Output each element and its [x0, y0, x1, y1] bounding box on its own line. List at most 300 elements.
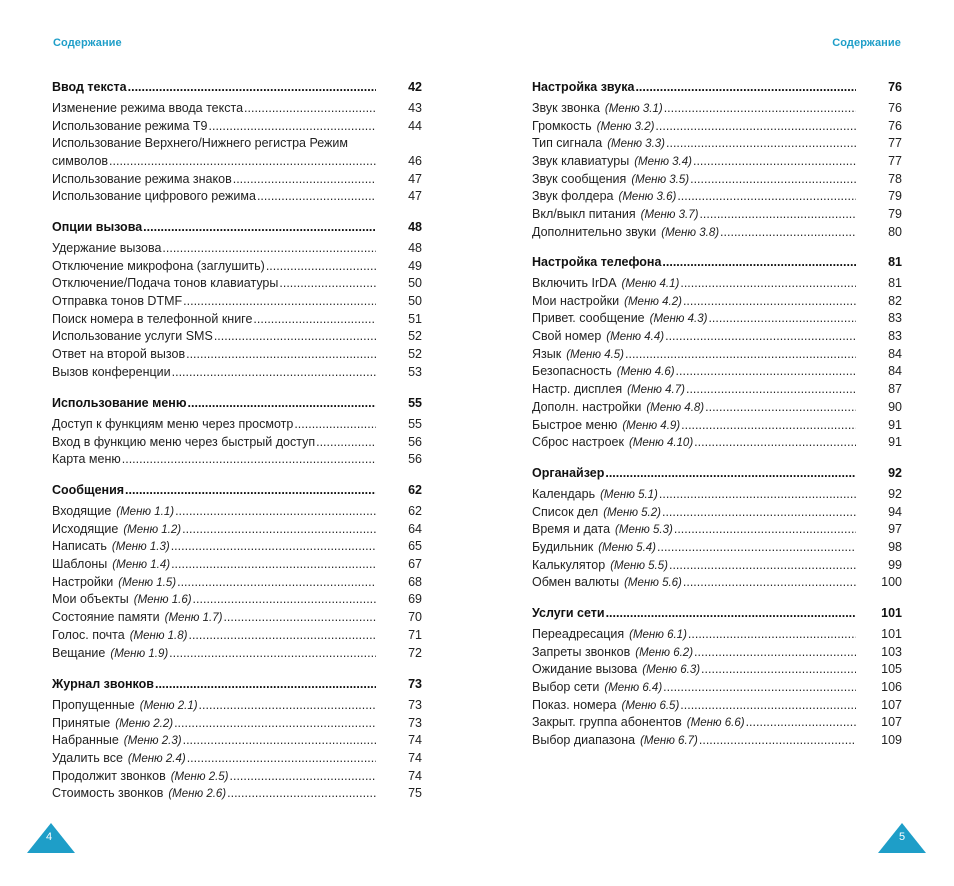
dot-leader — [694, 435, 856, 449]
entry-label: Переадресация — [532, 627, 625, 641]
dot-leader — [693, 154, 856, 168]
entry-page-number: 91 — [888, 417, 902, 432]
entry-page-number: 74 — [408, 751, 422, 766]
dot-leader — [686, 382, 856, 396]
menu-reference: (Меню 5.1) — [600, 489, 658, 501]
entry-page-number: 65 — [408, 539, 422, 554]
toc-entry[interactable] — [532, 698, 902, 716]
menu-reference: (Меню 5.3) — [615, 524, 673, 537]
menu-reference: (Меню 4.8) — [646, 401, 705, 414]
entry-page-number: 69 — [408, 592, 422, 607]
entry-label: Привет. сообщение — [532, 311, 645, 326]
dot-leader — [182, 522, 376, 536]
dot-leader — [279, 276, 376, 290]
entry-page-number: 94 — [888, 504, 902, 519]
toc-entry[interactable] — [52, 716, 422, 734]
menu-reference: (Меню 6.1) — [629, 629, 687, 641]
dot-leader — [720, 225, 856, 239]
menu-reference: (Меню 1.2) — [123, 523, 182, 536]
toc-entry[interactable] — [52, 365, 422, 383]
toc-entry-list — [52, 504, 422, 663]
toc-entry-list — [532, 627, 902, 751]
section-title: Использование меню — [52, 396, 187, 410]
toc-section-heading[interactable] — [52, 677, 422, 695]
toc-entry[interactable] — [52, 347, 422, 365]
entry-label: Календарь — [532, 487, 596, 501]
entry-label: Использование услуги SMS — [52, 329, 213, 344]
entry-page-number: 103 — [881, 644, 902, 659]
dot-leader — [193, 592, 376, 606]
entry-label: Запреты звонков — [532, 644, 631, 659]
menu-reference: (Меню 3.3) — [607, 138, 665, 151]
toc-entry[interactable] — [52, 557, 422, 575]
section-page-number: 42 — [408, 80, 422, 94]
toc-entry[interactable] — [532, 733, 902, 751]
entry-page-number: 55 — [408, 417, 422, 431]
dot-leader — [662, 255, 856, 269]
toc-entry[interactable] — [532, 505, 902, 523]
toc-entry[interactable] — [52, 751, 422, 769]
toc-entry[interactable] — [532, 522, 902, 540]
toc-entry-list — [52, 101, 422, 207]
toc-section-heading[interactable] — [532, 80, 902, 98]
menu-reference: (Меню 2.6) — [168, 788, 227, 801]
toc-entry[interactable] — [532, 487, 902, 505]
toc-entry-list — [52, 241, 422, 383]
toc-entry[interactable] — [532, 136, 902, 154]
dot-leader — [122, 452, 376, 466]
toc-entry[interactable] — [532, 645, 902, 663]
toc-entry[interactable] — [532, 276, 902, 294]
entry-label: Входящие — [52, 504, 112, 518]
menu-reference: (Меню 4.9) — [622, 419, 681, 432]
toc-section-heading[interactable] — [52, 483, 422, 501]
toc-entry[interactable] — [52, 101, 422, 119]
toc-entry[interactable] — [52, 592, 422, 610]
toc-entry[interactable] — [532, 400, 902, 418]
toc-entry[interactable] — [532, 575, 902, 593]
menu-reference: (Меню 4.4) — [606, 331, 665, 344]
entry-label: Вкл/выкл питания — [532, 207, 636, 222]
toc-entry[interactable] — [532, 154, 902, 172]
entry-label: Пропущенные — [52, 698, 135, 712]
entry-label: Звук клавиатуры — [532, 154, 630, 169]
section-title: Опции вызова — [52, 220, 143, 234]
entry-page-number: 81 — [888, 276, 902, 290]
dot-leader — [699, 733, 856, 747]
toc-section-heading[interactable] — [52, 396, 422, 414]
toc-entry[interactable] — [52, 769, 422, 787]
toc-entry[interactable] — [532, 540, 902, 558]
dot-leader — [677, 189, 856, 203]
menu-reference: (Меню 6.6) — [686, 717, 745, 730]
entry-label: Доступ к функциям меню через просмотр — [52, 417, 294, 431]
entry-page-number: 105 — [881, 662, 902, 677]
toc-entry[interactable] — [532, 294, 902, 312]
section-page-number: 62 — [408, 483, 422, 497]
toc-section-heading[interactable] — [532, 466, 902, 484]
toc-entry[interactable] — [532, 329, 902, 347]
dot-leader — [171, 557, 376, 571]
entry-label: Показ. номера — [532, 697, 617, 712]
entry-label: Поиск номера в телефонной книге — [52, 311, 253, 326]
menu-reference: (Меню 5.6) — [624, 577, 682, 590]
dot-leader — [662, 505, 856, 519]
dot-leader — [690, 172, 856, 186]
section-title: Сообщения — [52, 483, 125, 497]
toc-section — [52, 220, 422, 383]
dot-leader — [655, 119, 856, 133]
toc-entry[interactable] — [52, 312, 422, 330]
entry-page-number: 84 — [888, 346, 902, 361]
entry-page-number: 83 — [888, 329, 902, 344]
toc-entry[interactable] — [532, 225, 902, 243]
entry-label: Список дел — [532, 504, 599, 519]
section-title: Органайзер — [532, 466, 605, 480]
entry-page-number: 107 — [881, 697, 902, 712]
entry-page-number: 52 — [408, 329, 422, 344]
toc-entry[interactable] — [532, 382, 902, 400]
entry-label: Вещание — [52, 645, 106, 660]
entry-page-number: 68 — [408, 574, 422, 589]
toc-section-heading[interactable] — [52, 80, 422, 98]
entry-label: Продолжит звонков — [52, 768, 166, 783]
entry-label: Написать — [52, 539, 107, 554]
toc-section — [52, 483, 422, 663]
entry-page-number: 76 — [888, 118, 902, 133]
toc-entry[interactable] — [52, 733, 422, 751]
entry-label: Калькулятор — [532, 557, 606, 572]
menu-reference: (Меню 1.1) — [116, 506, 175, 518]
menu-reference: (Меню 6.5) — [621, 699, 680, 712]
entry-label: Мои настройки — [532, 293, 620, 308]
entry-page-number: 79 — [888, 189, 902, 204]
entry-page-number: 84 — [888, 364, 902, 379]
toc-entry[interactable] — [52, 329, 422, 347]
toc-section — [52, 80, 422, 207]
toc-entry-list — [532, 276, 902, 453]
entry-label: Использование Верхнего/Нижнего регистра Режим — [52, 136, 348, 151]
entry-label: Звук звонка — [532, 101, 600, 115]
entry-label: Шаблоны — [52, 557, 108, 572]
toc-entry[interactable] — [532, 119, 902, 137]
entry-label: Звук сообщения — [532, 171, 627, 186]
toc-entry[interactable] — [52, 504, 422, 522]
section-page-number: 73 — [408, 677, 422, 691]
dot-leader — [230, 769, 376, 783]
entry-label: Удержание вызова — [52, 241, 162, 255]
toc-entry[interactable] — [532, 435, 902, 453]
entry-label: Тип сигнала — [532, 136, 603, 151]
toc-entry[interactable] — [52, 189, 422, 207]
section-title: Ввод текста — [52, 80, 127, 94]
menu-reference: (Меню 4.2) — [624, 295, 682, 308]
toc-entry[interactable] — [532, 715, 902, 733]
entry-page-number: 73 — [408, 715, 422, 730]
toc-entry[interactable] — [52, 119, 422, 137]
menu-reference: (Меню 3.8) — [661, 226, 720, 239]
entry-page-number: 49 — [408, 258, 422, 273]
toc-entry[interactable] — [52, 241, 422, 259]
entry-page-number: 56 — [408, 434, 422, 449]
entry-page-number: 70 — [408, 610, 422, 625]
toc-entry[interactable] — [52, 786, 422, 804]
toc-entry[interactable] — [52, 452, 422, 470]
dot-leader — [605, 466, 856, 480]
section-title: Услуги сети — [532, 606, 605, 620]
entry-page-number: 71 — [408, 627, 422, 642]
menu-reference: (Меню 3.1) — [604, 103, 663, 115]
toc-entry[interactable] — [52, 276, 422, 294]
menu-reference: (Меню 6.4) — [604, 682, 663, 695]
dot-leader — [199, 698, 376, 712]
toc-entry[interactable] — [52, 575, 422, 593]
dot-leader — [746, 715, 856, 729]
section-title: Журнал звонков — [52, 677, 154, 691]
entry-page-number: 97 — [888, 522, 902, 537]
entry-page-number: 107 — [881, 715, 902, 730]
entry-page-number: 90 — [888, 399, 902, 414]
entry-page-number: 48 — [408, 241, 422, 255]
dot-leader — [172, 365, 376, 379]
toc-entry[interactable] — [532, 311, 902, 329]
toc-entry[interactable] — [532, 347, 902, 365]
toc-section-heading[interactable] — [52, 220, 422, 238]
toc-entry-list — [52, 698, 422, 804]
menu-reference: (Меню 1.7) — [164, 612, 223, 625]
dot-leader — [125, 483, 376, 497]
dot-leader — [663, 680, 856, 694]
entry-page-number: 99 — [888, 557, 902, 572]
dot-leader — [188, 628, 376, 642]
toc-entry[interactable] — [52, 259, 422, 277]
dot-leader — [162, 241, 376, 255]
dot-leader — [705, 400, 856, 414]
dot-leader — [109, 154, 376, 168]
menu-reference: (Меню 4.5) — [566, 348, 625, 361]
menu-reference: (Меню 1.5) — [118, 576, 177, 589]
section-page-number: 48 — [408, 220, 422, 234]
entry-label: Ожидание вызова — [532, 662, 638, 677]
dot-leader — [257, 189, 376, 203]
entry-page-number: 67 — [408, 557, 422, 572]
menu-reference: (Меню 3.2) — [596, 120, 655, 133]
toc-entry[interactable] — [52, 698, 422, 716]
toc-entry[interactable] — [532, 364, 902, 382]
menu-reference: (Меню 3.6) — [618, 191, 677, 204]
menu-reference: (Меню 4.7) — [627, 384, 685, 397]
dot-leader — [625, 347, 856, 361]
dot-leader — [143, 220, 376, 234]
dot-leader — [175, 504, 376, 518]
entry-label: Отключение/Подача тонов клавиатуры — [52, 276, 279, 291]
entry-label: Дополнительно звуки — [532, 224, 657, 239]
menu-reference: (Меню 2.2) — [115, 717, 174, 730]
toc-entry[interactable] — [532, 101, 902, 119]
menu-reference: (Меню 5.4) — [598, 542, 656, 555]
entry-label: Будильник — [532, 540, 594, 555]
dot-leader — [155, 677, 376, 691]
entry-label: Мои объекты — [52, 592, 129, 607]
dot-leader — [674, 522, 856, 536]
menu-reference: (Меню 4.1) — [621, 278, 680, 290]
toc-entry[interactable] — [52, 646, 422, 664]
toc-entry[interactable] — [52, 136, 422, 171]
dot-leader — [128, 80, 376, 94]
entry-page-number: 73 — [408, 698, 422, 712]
menu-reference: (Меню 6.3) — [642, 664, 701, 677]
section-page-number: 101 — [881, 606, 902, 620]
toc-entry[interactable] — [52, 172, 422, 190]
toc-entry[interactable] — [532, 207, 902, 225]
toc-entry[interactable] — [532, 418, 902, 436]
toc-entry[interactable] — [532, 627, 902, 645]
dot-leader — [183, 294, 376, 308]
entry-page-number: 43 — [408, 101, 422, 115]
entry-label: Использование режима T9 — [52, 118, 208, 133]
entry-label: Стоимость звонков — [52, 786, 164, 801]
entry-label: Отправка тонов DTMF — [52, 294, 183, 309]
toc-entry[interactable] — [532, 558, 902, 576]
section-page-number: 76 — [888, 80, 902, 94]
entry-page-number: 87 — [888, 382, 902, 397]
toc-entry[interactable] — [52, 610, 422, 628]
dot-leader — [659, 487, 856, 501]
dot-leader — [171, 539, 376, 553]
entry-label: Удалить все — [52, 751, 123, 766]
dot-leader — [657, 540, 856, 554]
section-page-number: 55 — [408, 396, 422, 410]
toc-entry[interactable] — [52, 539, 422, 557]
entry-page-number: 109 — [881, 733, 902, 748]
entry-page-number: 74 — [408, 733, 422, 748]
dot-leader — [699, 207, 856, 221]
toc-section-heading[interactable] — [532, 606, 902, 624]
toc-entry[interactable] — [532, 662, 902, 680]
dot-leader — [701, 662, 856, 676]
toc-entry-list — [532, 487, 902, 593]
entry-label: Выбор диапазона — [532, 733, 636, 748]
entry-page-number: 100 — [881, 575, 902, 590]
entry-page-number: 83 — [888, 311, 902, 326]
entry-label: Вход в функцию меню через быстрый доступ — [52, 434, 316, 449]
menu-reference: (Меню 1.8) — [129, 629, 188, 642]
dot-leader — [233, 172, 376, 186]
entry-label: Обмен валюты — [532, 575, 620, 590]
entry-page-number: 80 — [888, 224, 902, 239]
toc-entry[interactable] — [52, 417, 422, 435]
dot-leader — [186, 347, 376, 361]
page-number-left: 4 — [45, 831, 53, 843]
dot-leader — [253, 312, 376, 326]
menu-reference: (Меню 4.10) — [628, 437, 694, 450]
entry-label: Использование режима знаков — [52, 171, 232, 186]
entry-page-number: 79 — [888, 207, 902, 222]
entry-label: Закрыт. группа абонентов — [532, 715, 682, 730]
entry-label: Ответ на второй вызов — [52, 347, 186, 362]
toc-entry[interactable] — [52, 628, 422, 646]
entry-page-number: 52 — [408, 347, 422, 362]
dot-leader — [188, 396, 376, 410]
entry-label: Громкость — [532, 118, 592, 133]
entry-label: Дополн. настройки — [532, 399, 642, 414]
dot-leader — [683, 575, 856, 589]
entry-page-number: 78 — [888, 171, 902, 186]
dot-leader — [665, 329, 856, 343]
entry-label-continued: символов — [52, 154, 109, 169]
entry-page-number: 82 — [888, 293, 902, 308]
dot-leader — [708, 311, 856, 325]
dot-leader — [177, 575, 376, 589]
entry-label: Настройки — [52, 574, 114, 589]
entry-label: Сброс настроек — [532, 435, 624, 450]
toc-section — [532, 466, 902, 593]
entry-page-number: 50 — [408, 294, 422, 309]
menu-reference: (Меню 6.7) — [640, 735, 698, 748]
section-page-number: 81 — [888, 255, 902, 269]
toc-section — [532, 80, 902, 243]
entry-page-number: 74 — [408, 768, 422, 783]
dot-leader — [666, 136, 856, 150]
menu-reference: (Меню 2.3) — [123, 735, 182, 748]
entry-label: Звук фолдера — [532, 189, 614, 204]
entry-page-number: 98 — [888, 540, 902, 555]
toc-entry-list — [52, 417, 422, 470]
section-page-number: 92 — [888, 466, 902, 480]
entry-label: Использование цифрового режима — [52, 189, 256, 204]
entry-page-number: 72 — [408, 645, 422, 660]
page-number-right: 5 — [898, 831, 906, 843]
running-header-left: Содержание — [53, 37, 122, 49]
toc-entry[interactable] — [52, 294, 422, 312]
entry-label: Безопасность — [532, 364, 612, 379]
dot-leader — [244, 101, 376, 115]
entry-page-number: 51 — [408, 311, 422, 326]
entry-page-number: 106 — [881, 680, 902, 695]
menu-reference: (Меню 1.6) — [133, 594, 192, 607]
dot-leader — [316, 435, 376, 449]
menu-reference: (Меню 4.3) — [649, 313, 708, 326]
toc-entry[interactable] — [52, 435, 422, 453]
dot-leader — [223, 610, 376, 624]
toc-entry[interactable] — [532, 189, 902, 207]
dot-leader — [606, 606, 856, 620]
entry-label: Язык — [532, 346, 562, 361]
entry-label: Голос. почта — [52, 627, 125, 642]
menu-reference: (Меню 5.5) — [610, 559, 668, 572]
toc-entry[interactable] — [532, 172, 902, 190]
entry-label: Вызов конференции — [52, 364, 171, 379]
entry-label: Карта меню — [52, 452, 121, 467]
dot-leader — [688, 627, 856, 641]
dot-leader — [169, 646, 376, 660]
entry-page-number: 56 — [408, 452, 422, 467]
entry-label-continued-row — [52, 154, 422, 172]
dot-leader — [174, 716, 376, 730]
dot-leader — [676, 364, 856, 378]
dot-leader — [635, 80, 856, 94]
toc-entry[interactable] — [532, 680, 902, 698]
toc-entry[interactable] — [52, 522, 422, 540]
menu-reference: (Меню 2.1) — [139, 700, 198, 712]
menu-reference: (Меню 1.9) — [110, 647, 169, 660]
toc-section-heading[interactable] — [532, 255, 902, 273]
toc-section — [52, 677, 422, 804]
entry-label: Настр. дисплея — [532, 382, 623, 397]
entry-page-number: 47 — [408, 189, 422, 204]
menu-reference: (Меню 4.6) — [616, 366, 675, 379]
menu-reference: (Меню 1.3) — [111, 541, 170, 554]
